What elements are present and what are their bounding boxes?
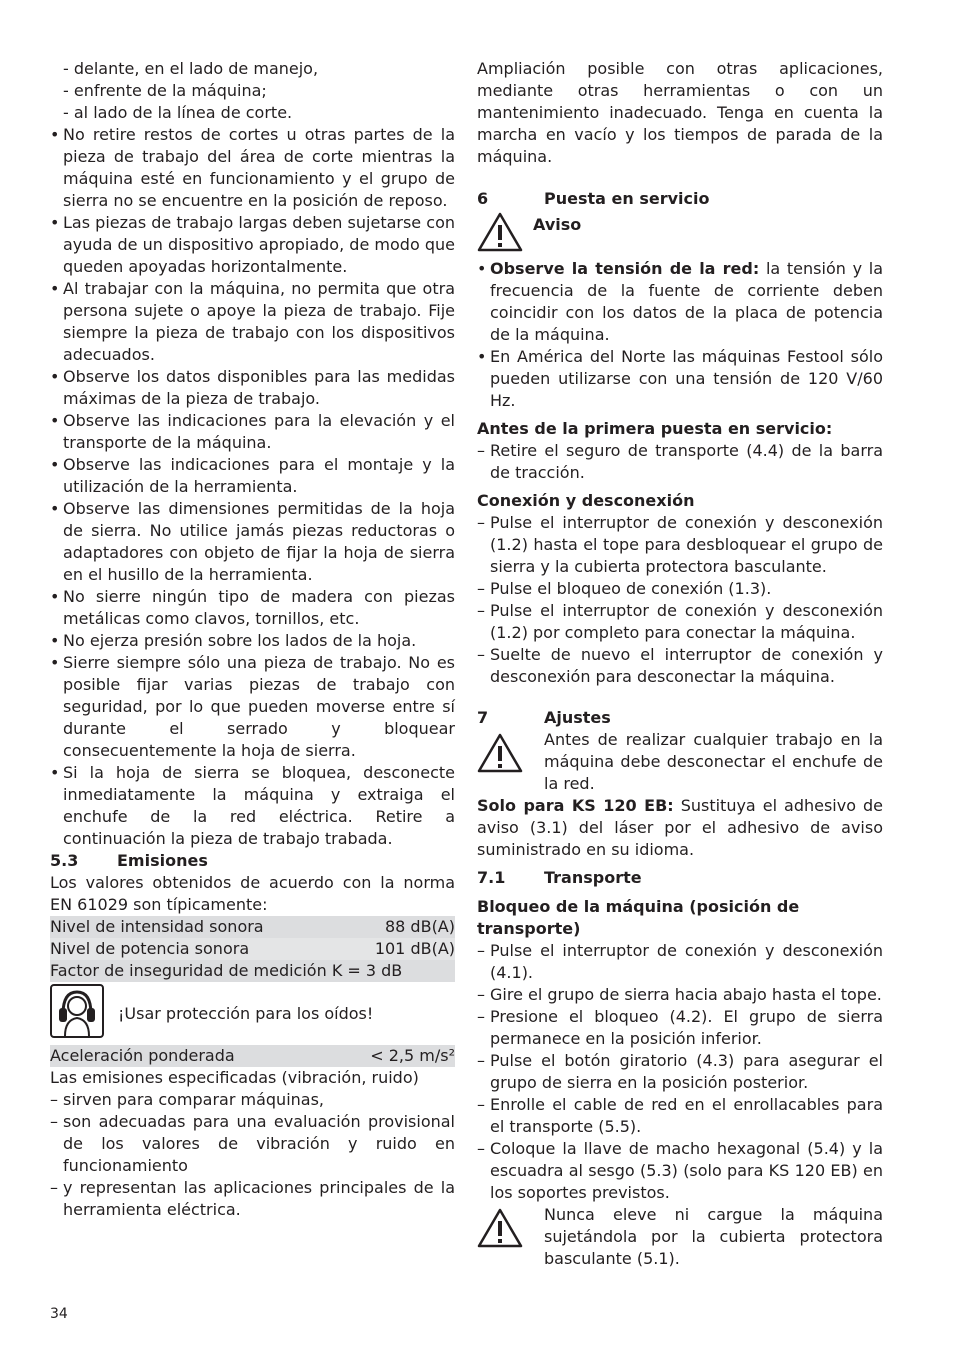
bullet-item: • Observe las indicaciones para el montaje y la utilización de la herramienta.	[50, 455, 455, 496]
bullet-item: • En América del Norte las máquinas Festool sólo pueden utilizarse con una tensión de 120 V/60 Hz.	[477, 347, 883, 410]
sub-item: - delante, en el lado de manejo,	[63, 59, 319, 78]
aviso-line	[477, 212, 883, 258]
section-heading-7-1: 7.1 Transporte	[477, 868, 642, 887]
emission-row: Factor de inseguridad de medición K = 3 dB	[50, 960, 455, 982]
dash-item: – Suelte de nuevo el interruptor de conexión y desconexión para desconectar la máquina.	[477, 645, 883, 686]
sec6-bullets	[477, 258, 883, 412]
dash-item: – Enrolle el cable de red en el enrollacables para el transporte (5.5).	[477, 1095, 883, 1136]
section-heading-6: 6 Puesta en servicio	[477, 189, 710, 208]
spec-intro: Las emisiones especificadas (vibración, ruido)	[50, 1068, 419, 1087]
warning-icon	[477, 212, 523, 258]
sub-item: - al lado de la línea de corte.	[63, 103, 293, 122]
bullet-item: • Las piezas de trabajo largas deben sujetarse con ayuda de un dispositivo apropiado, de modo que queden apoyadas horizontalmente.	[50, 213, 455, 276]
aviso-label: Aviso	[533, 215, 582, 234]
bullet-item: • No retire restos de cortes u otras partes de la pieza de trabajo del área de corte mientras la máquina esté en funcionamiento y el grupo de sierra no se encuentre en la posición de reposo.	[50, 125, 455, 210]
ear-protection-icon	[50, 984, 104, 1044]
dash-item: – Pulse el interruptor de conexión y desconexión (1.2) hasta el tope para desbloquear el grupo de sierra y la cubierta protectora basculante.	[477, 513, 883, 576]
sub-item: - enfrente de la máquina;	[63, 81, 267, 100]
ear-protection-notice	[50, 985, 455, 1043]
bullet-item: • Observe las indicaciones para la elevación y el transporte de la máquina.	[50, 411, 455, 452]
dash-item: – Pulse el interruptor de conexión y desconexión (4.1).	[477, 941, 883, 982]
section-heading-7: 7 Ajustes	[477, 708, 611, 727]
dash-item: – Presione el bloqueo (4.2). El grupo de sierra permanece en la posición inferior.	[477, 1007, 883, 1048]
page-number: 34	[50, 1306, 68, 1322]
sec7-warning	[477, 729, 883, 795]
acceleration-row: Aceleración ponderada < 2,5 m/s²	[50, 1046, 455, 1065]
bullet-item: • Si la hoja de sierra se bloquea, desconecte inmediatamente la máquina y extraiga el enchufe de la red eléctrica. Retire a continuación la pieza de trabajo trabada.	[50, 763, 455, 848]
safety-bullet-list	[50, 124, 455, 850]
bullet-item: • No sierre ningún tipo de madera con piezas metálicas como clavos, tornillos, etc.	[50, 587, 455, 628]
emisiones-intro: Los valores obtenidos de acuerdo con la norma EN 61029 son típicamente:	[50, 873, 455, 914]
left-column	[50, 58, 455, 1221]
emission-table	[50, 916, 455, 982]
bullet-item: • Al trabajar con la máquina, no permita que otra persona sujete o apoye la pieza de trabajo. Fije siempre la pieza de trabajo con los dispositivos adecuados.	[50, 279, 455, 364]
bullet-item: • Observe la tensión de la red: la tensión y la frecuencia de la fuente de corriente deben coincidir con los datos de la placa de potencia de la máquina.	[477, 259, 883, 344]
dash-item: – Gire el grupo de sierra hacia abajo hasta el tope.	[477, 985, 882, 1004]
solo-paragraph: Solo para KS 120 EB: Sustituya el adhesivo de aviso (3.1) del láser por el adhesivo de aviso suministrado en su idioma.	[477, 796, 883, 859]
intro-paragraph: Ampliación posible con otras aplicaciones, mediante otras herramientas o con un mantenimiento inadecuado. Tenga en cuenta la marcha en vacío y los tiempos de parada de la máquina.	[477, 59, 883, 166]
ear-protection-text: ¡Usar protección para los oídos!	[118, 1004, 374, 1023]
conexion-heading: Conexión y desconexión	[477, 491, 695, 510]
antes-heading: Antes de la primera puesta en servicio:	[477, 419, 833, 438]
dash-item: – sirven para comparar máquinas,	[50, 1090, 325, 1109]
emission-row: Nivel de potencia sonora 101 dB(A)	[50, 939, 455, 958]
conexion-list	[477, 512, 883, 688]
dash-item: – Retire el seguro de transporte (4.4) de la barra de tracción.	[477, 441, 883, 482]
bloqueo-heading: Bloqueo de la máquina (posición de transporte)	[477, 897, 800, 938]
warning-icon	[477, 1204, 544, 1254]
dash-item: – Pulse el botón giratorio (4.3) para asegurar el grupo de sierra en la posición posterior.	[477, 1051, 883, 1092]
bullet-item: • Observe los datos disponibles para las medidas máximas de la pieza de trabajo.	[50, 367, 455, 408]
warning-icon	[477, 729, 544, 779]
final-warning	[477, 1204, 883, 1270]
final-warning-text: Nunca eleve ni cargue la máquina sujetándola por la cubierta protectora basculante (5.1).	[544, 1205, 883, 1268]
bloqueo-list	[477, 940, 883, 1204]
dash-item: – y representan las aplicaciones principales de la herramienta eléctrica.	[50, 1178, 455, 1219]
dash-item: – son adecuadas para una evaluación provisional de los valores de vibración y ruido en funcionamiento	[50, 1112, 455, 1175]
sub-list	[50, 58, 455, 124]
bullet-item: • Observe las dimensiones permitidas de la hoja de sierra. No utilice jamás piezas reductoras o adaptadores con objeto de fijar la hoja de sierra en el husillo de la herramienta.	[50, 499, 455, 584]
bullet-item: • Sierre siempre sólo una pieza de trabajo. No es posible fijar varias piezas de trabajo con seguridad, por lo que pueden moverse entre sí durante el serrado y bloquear consecuentemente la hoja de sierra.	[50, 653, 455, 760]
sec7-warning-text: Antes de realizar cualquier trabajo en la máquina debe desconectar el enchufe de la red.	[544, 730, 883, 793]
section-heading-emisiones: 5.3 Emisiones	[50, 851, 208, 870]
dash-item: – Pulse el interruptor de conexión y desconexión (1.2) por completo para conectar la máquina.	[477, 601, 883, 642]
emission-row: Nivel de intensidad sonora 88 dB(A)	[50, 917, 455, 936]
bullet-item: • No ejerza presión sobre los lados de la hoja.	[50, 631, 417, 650]
spec-list	[50, 1089, 455, 1221]
dash-item: – Coloque la llave de macho hexagonal (5.4) y la escuadra al sesgo (5.3) (solo para KS 120 EB) en los soportes previstos.	[477, 1139, 883, 1202]
right-column	[477, 58, 883, 1270]
dash-item: – Pulse el bloqueo de conexión (1.3).	[477, 579, 772, 598]
